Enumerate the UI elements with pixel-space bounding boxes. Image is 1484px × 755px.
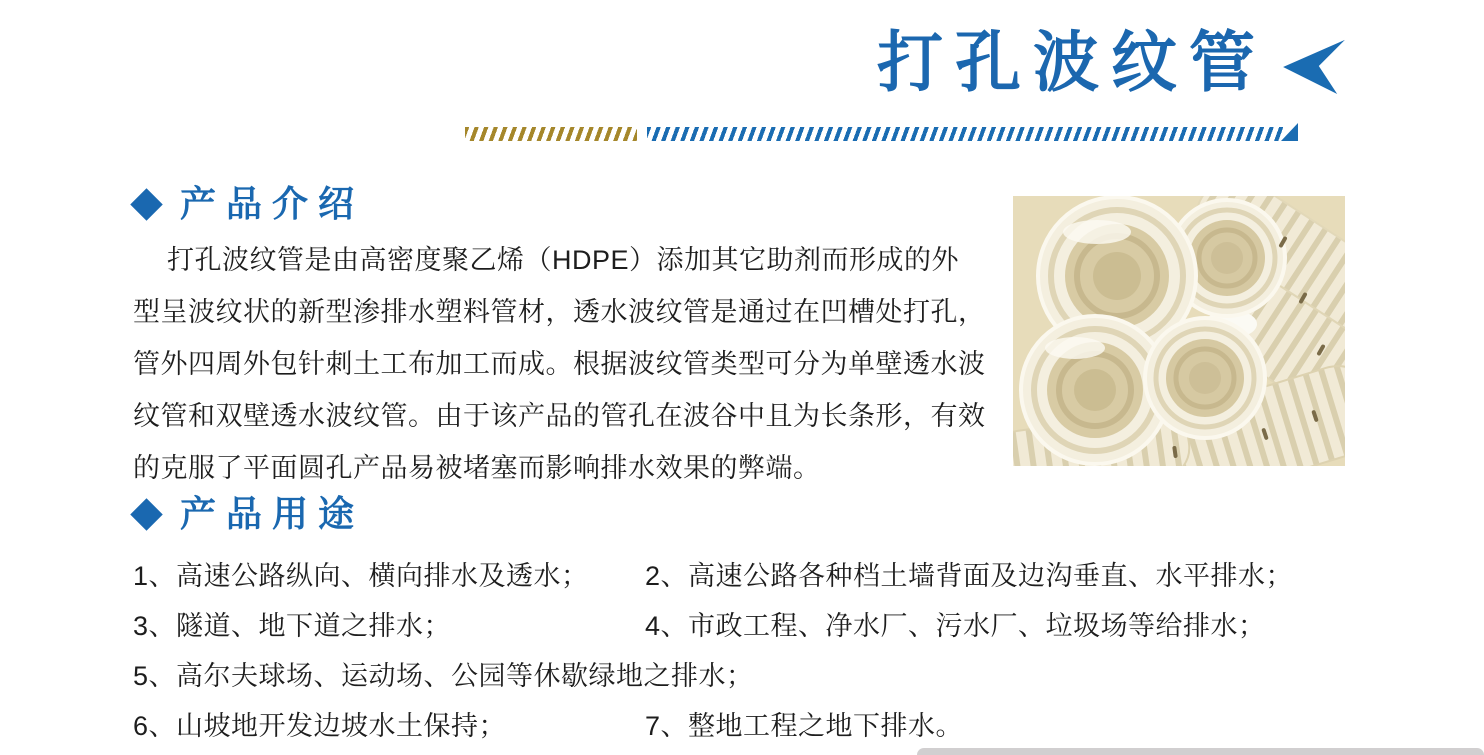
section-heading-intro-label: 产品介绍: [180, 183, 365, 224]
use-item-2: 2、高速公路各种档土墙背面及边沟垂直、水平排水；: [645, 561, 1294, 591]
uses-list: [133, 553, 1423, 753]
uses-row: [133, 603, 1423, 653]
uses-row: [133, 703, 1423, 753]
use-item-3: 3、隧道、地下道之排水；: [133, 611, 452, 641]
divider-rule-endcap: [1281, 123, 1298, 141]
section-heading-uses-label: 产品用途: [180, 493, 365, 534]
intro-line: 型呈波纹状的新型渗排水塑料管材，透水波纹管是通过在凹槽处打孔，: [133, 297, 986, 327]
pipe-end: [1145, 318, 1265, 438]
left-arrowhead-icon: [1283, 38, 1345, 94]
section-heading-uses: [135, 494, 364, 534]
intro-paragraph: [133, 234, 1005, 494]
uses-row: [133, 553, 1423, 603]
next-section-edge: [917, 748, 1484, 755]
use-item-7: 7、整地工程之地下排水。: [645, 711, 964, 741]
divider-rule-gold: [465, 127, 637, 141]
intro-line: 的克服了平面圆孔产品易被堵塞而影响排水效果的弊端。: [133, 453, 821, 483]
uses-row: [133, 653, 1423, 703]
use-item-5: 5、高尔夫球场、运动场、公园等休歇绿地之排水；: [133, 661, 754, 691]
intro-line: 管外四周外包针刺土工布加工而成。根据波纹管类型可分为单壁透水波: [133, 349, 986, 379]
page-title: 打孔波纹管: [877, 27, 1267, 100]
divider-rule-blue: [647, 127, 1283, 141]
page-header: [877, 18, 1345, 110]
use-item-6: 6、山坡地开发边坡水土保持；: [133, 711, 507, 741]
section-heading-intro: [135, 184, 364, 224]
use-item-1: 1、高速公路纵向、横向排水及透水；: [133, 561, 589, 591]
diamond-icon: [130, 498, 163, 531]
product-photo: [1013, 196, 1345, 466]
intro-line: 纹管和双壁透水波纹管。由于该产品的管孔在波谷中且为长条形，有效: [133, 401, 986, 431]
use-item-4: 4、市政工程、净水厂、污水厂、垃圾场等给排水；: [645, 611, 1266, 641]
intro-line: 打孔波纹管是由高密度聚乙烯（HDPE）添加其它助剂而形成的外: [167, 245, 960, 275]
diamond-icon: [130, 188, 163, 221]
